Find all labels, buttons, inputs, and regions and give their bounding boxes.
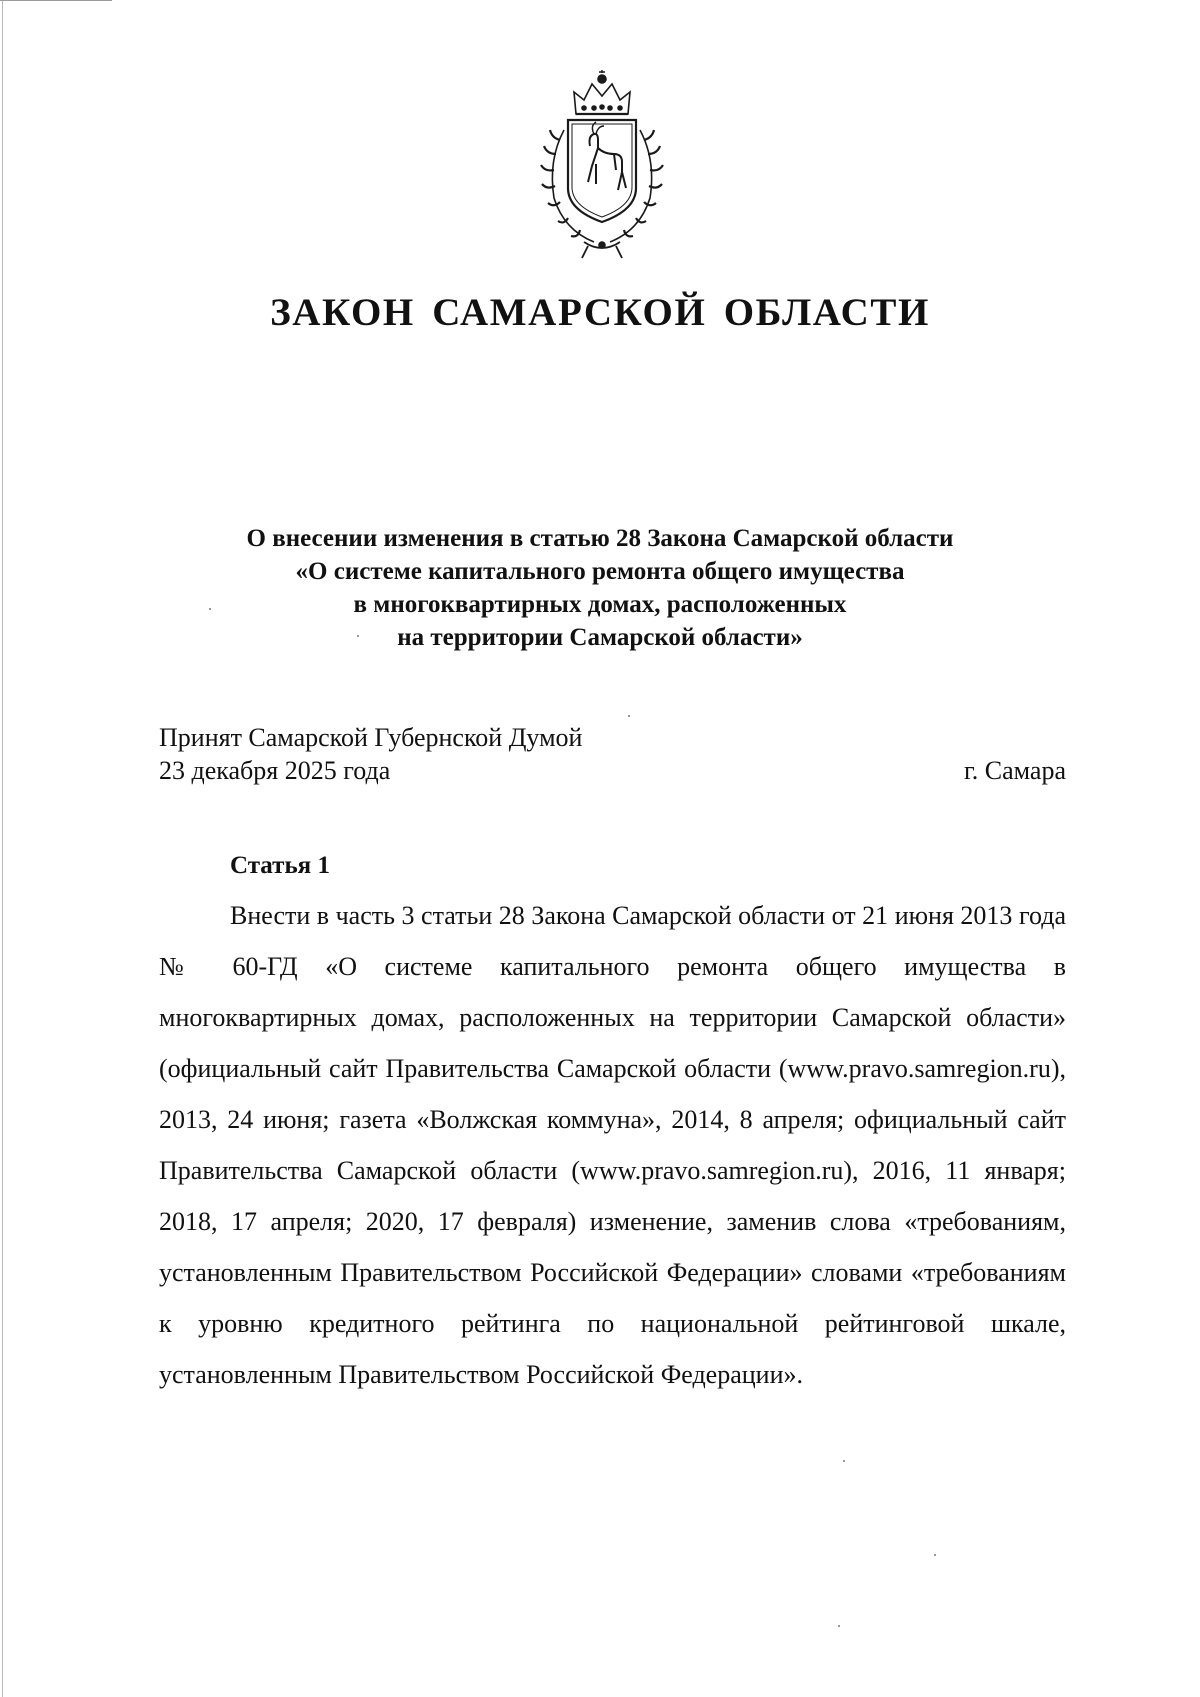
law-title: ЗАКОН САМАРСКОЙ ОБЛАСТИ [270,291,930,334]
city: г. Самара [964,756,1066,785]
samara-coat-of-arms-icon [524,70,680,260]
subject-line: на территории Самарской области» [397,624,803,651]
adopted-date: 23 декабря 2025 года [159,756,391,785]
subject-line: «О системе капитального ремонта общего имущества [295,558,905,585]
adoption-info [159,721,582,787]
scan-speck [838,1625,840,1627]
subject-line: О внесении изменения в статью 28 Закона Самарской области [246,525,954,552]
scan-speck [934,1554,936,1556]
scan-speck [843,1460,845,1462]
scan-speck [357,635,359,637]
subject-line: в многоквартирных домах, расположенных [353,591,847,618]
scan-speck [628,715,630,717]
adopted-by: Принят Самарской Губернской Думой [159,723,583,752]
law-subject [150,522,1050,654]
scan-edge-top [0,0,112,1]
article-body: Внести в часть 3 статьи 28 Закона Самарской области от 21 июня 2013 года № 60-ГД «О системе капитального ремонта общего имущества в многоквартирных домах, расположенных на территории Самарской области» (официальный сайт Правительства Самарской области (www.pravo.samregion.ru), 2013, 24 июня; газета «Волжская коммуна», 2014, 8 апреля; официальный сайт Правительства Самарской области (www.pravo.samregion.ru), 2016, 11 января; 2018, 17 апреля; 2020, 17 февраля) изменение, заменив слова «требованиям, установленным Правительством Российской Федерации» словами «требованиям к уровню кредитного рейтинга по национальной рейтинговой шкале, установленным Правительством Российской Федерации». [159,901,1066,1389]
scan-edge-left [2,0,3,1697]
article-heading: Статья 1 [230,852,330,879]
scan-speck [209,608,211,610]
